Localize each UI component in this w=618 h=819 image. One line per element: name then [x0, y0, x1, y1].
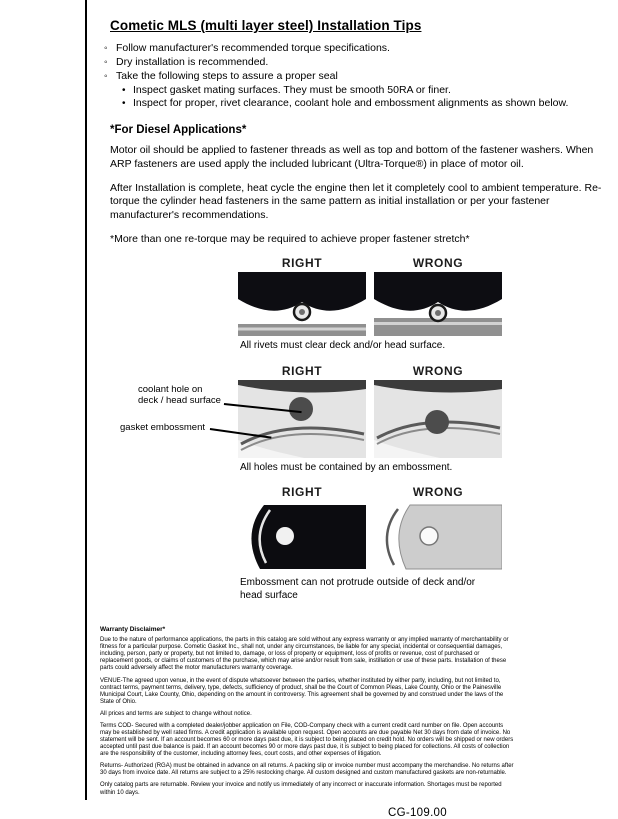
right-label: RIGHT [281, 256, 323, 271]
diagram-headers [238, 364, 502, 378]
rivet-clearance-wrong-image [374, 272, 502, 336]
wrong-label: WRONG [412, 363, 464, 378]
warranty-paragraph: Returns- Authorized (RGA) must be obtained in advance on all returns. A packing slip or invoice number must accompany the merchandise. No returns after 30 days from invoice date. All returns are subject to a 25% restocking charge. All custom designed and custom manufactured gaskets are non-returnable. [100, 763, 514, 777]
diagram-row-holes [120, 363, 502, 475]
diagram-pair [238, 501, 502, 573]
page-title: Cometic MLS (multi layer steel) Installation Tips [110, 18, 422, 33]
diagram-caption-holes: All holes must be contained by an embossment. [240, 461, 453, 473]
diagram-pair [238, 272, 502, 336]
warranty-disclaimer [100, 626, 514, 796]
hole-embossment-right-image [238, 380, 366, 458]
warranty-paragraph: VENUE-The agreed upon venue, in the event of dispute whatsoever between the parties, whether instituted by either party, including, but not limited to, contract terms, payment terms, delivery, type, defects, sufficiency of product, shall be the Court of Common Pleas, Lake County, Ohio or the Painesville Municipal Court, Lake County, Ohio, depending on the amount in controversy. This agreement shall be governed by and construed under the laws of the State of Ohio. [100, 677, 504, 705]
wrong-label: WRONG [412, 256, 464, 271]
installation-tips-list [104, 42, 605, 84]
tip-item: ◦ Follow manufacturer's recommended torque specifications. [104, 42, 605, 56]
warranty-heading: Warranty Disclaimer* [100, 626, 166, 634]
right-label: RIGHT [281, 485, 323, 500]
rivet-clearance-right-image [238, 272, 366, 336]
catalog-page [100, 14, 605, 819]
warranty-paragraph: Only catalog parts are returnable. Review your invoice and notify us immediately of any incorrect or inaccurate information. Shortages must be reported within 10 days. [100, 782, 502, 796]
diagram-caption-embossment: Embossment can not protrude outside of deck and/or head surface [240, 577, 476, 601]
annotation-gasket-embossment: gasket embossment [120, 421, 206, 433]
diagram-headers [238, 256, 502, 270]
diagram-row-embossment [238, 485, 502, 602]
diesel-paragraph-1: Motor oil should be applied to fastener threads as well as top and bottom of the fastener washers. When ARP fasteners are used apply the included lubricant (Ultra-Torque®) in place of motor oil. [110, 144, 594, 170]
hole-embossment-wrong-image [374, 380, 502, 458]
installation-subtips-list [122, 84, 605, 112]
annotation-coolant-hole: coolant hole on deck / head surface [138, 383, 221, 406]
tip-item: ◦ Dry installation is recommended. [104, 56, 605, 70]
diagram-section [120, 256, 502, 602]
page-code: CG-109.00 [388, 806, 447, 819]
subtip-item: • Inspect gasket mating surfaces. They must be smooth 50RA or finer. [122, 84, 605, 98]
retorque-note: *More than one re-torque may be required to achieve proper fastener stretch* [110, 232, 470, 245]
warranty-paragraph: Due to the nature of performance applications, the parts in this catalog are sold without any express warranty or any implied warranty of merchantability or fitness for a particular purpose. Cometic Gasket Inc., shall not, under any circumstances, be liable for any special, incidental or consequential damages, including, person, party or property, but not limited to, damage, or loss of property or equipment, loss of profits or revenue, cost of purchased or replacement goods, or claims of customers of the purchase, which may arise and/or result from sale, instillation or use of these parts. Installation of these parts could adversely affect the motor manufacturers warranty coverage. [100, 637, 509, 672]
right-label: RIGHT [281, 363, 323, 378]
diagram-row-rivets [238, 256, 502, 353]
subtip-item: • Inspect for proper, rivet clearance, coolant hole and embossment alignments as shown below. [122, 97, 605, 111]
diesel-applications-heading: *For Diesel Applications* [110, 124, 247, 137]
diagram-headers [238, 485, 502, 499]
diesel-paragraph-2: After Installation is complete, heat cycle the engine then let it completely cool to ambient temperature. Re-torque the cylinder head fasteners in the same pattern as initial installation or per your fastener manufacturer's recommendations. [110, 181, 602, 221]
left-margin-rule [85, 0, 87, 800]
embossment-protrusion-right-image [238, 501, 366, 573]
wrong-label: WRONG [412, 485, 464, 500]
diagram-caption-rivets: All rivets must clear deck and/or head surface. [240, 340, 446, 352]
embossment-protrusion-wrong-image [374, 501, 502, 573]
warranty-paragraph: All prices and terms are subject to change without notice. [100, 710, 252, 717]
tip-item: ◦ Take the following steps to assure a proper seal [104, 70, 605, 84]
warranty-paragraph: Terms COD- Secured with a completed dealer/jobber application on File, COD-Company check with a current credit card number on file. Open accounts may be established by well rated firms. A credit application is available upon request. Open accounts are due payable Net 30 days from date of invoice. No statement will be sent. If an account becomes 60 or more days past due, it is subject to being placed on credit hold. No orders will be shipped or new orders accepted until past due balance is paid. If an account becomes 90 or more days past due, it is subject to being placed for collections. All costs of collection are the responsibility of the customer, including attorney fees, court costs, and other expenses of litigation. [100, 722, 514, 758]
diagram-pair [238, 380, 502, 458]
